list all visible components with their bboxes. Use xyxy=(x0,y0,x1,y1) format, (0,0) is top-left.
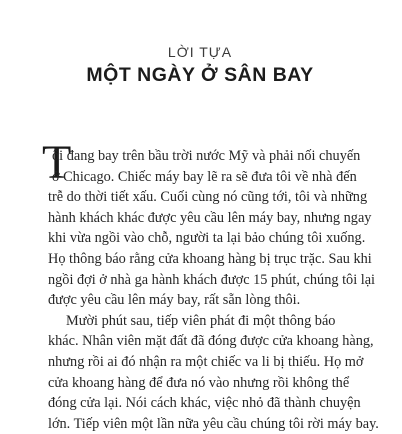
body-text xyxy=(48,146,402,434)
text-line: ở Chicago. Chiếc máy bay lẽ ra sẽ đưa tôi về nhà đến xyxy=(52,168,357,185)
text-line: lớn. Tiếp viên một lần nữa yêu cầu chúng tôi rời máy bay. xyxy=(48,415,379,432)
text-line: hành khách khác được yêu cầu lên máy bay, nhưng ngay xyxy=(48,209,372,226)
text-line: cửa khoang hàng để đưa nó vào nhưng rồi không thể xyxy=(48,374,350,391)
text-line: được yêu cầu lên máy bay, rất sẵn lòng thôi. xyxy=(48,292,301,309)
chapter-title: MỘT NGÀY Ở SÂN BAY xyxy=(86,64,314,86)
text-line: Họ thông báo rằng cửa khoang hàng bị trục trặc. Sau khi xyxy=(48,250,372,267)
text-line: trễ do thời tiết xấu. Cuối cùng nó cũng tới, tôi và những xyxy=(48,189,368,206)
text-line: ngồi đợi ở nhà ga hành khách được 15 phút, chúng tôi lại xyxy=(48,271,376,288)
text-line: Mười phút sau, tiếp viên phát đi một thông báo xyxy=(66,312,336,329)
text-line: khác. Nhân viên mặt đất đã đóng được cửa khoang hàng, xyxy=(48,333,374,350)
drop-cap-letter: T xyxy=(42,136,72,189)
text-line: ôi đang bay trên bầu trời nước Mỹ và phải nối chuyến xyxy=(52,148,361,164)
text-line: nhưng rồi ai đó nhận ra một chiếc va li bị thiếu. Họ mở xyxy=(48,353,364,370)
text-line: khi vừa ngồi vào chỗ, người ta lại bảo chúng tôi xuống. xyxy=(48,230,366,247)
text-line: đóng cửa lại. Nói cách khác, việc nhỏ đã thành chuyện xyxy=(48,395,361,412)
section-label: LỜI TỰA xyxy=(167,44,233,60)
